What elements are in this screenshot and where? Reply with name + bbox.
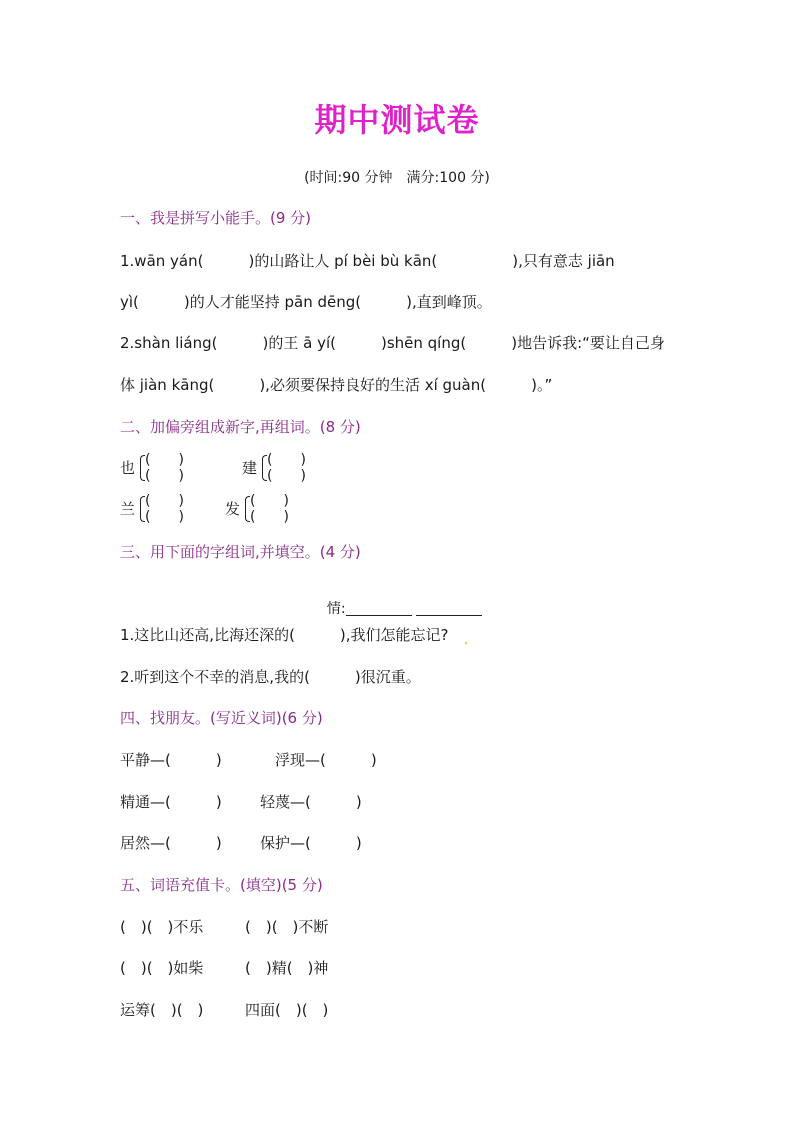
section-4-heading: 四、找朋友。(写近义词)(6 分) — [120, 709, 323, 727]
brace-icon — [242, 494, 248, 524]
answer-blank[interactable]: ( ) — [250, 509, 289, 525]
section-2-heading: 二、加偏旁组成新字,再组词。(8 分) — [120, 418, 361, 436]
answer-blank[interactable]: ( ) — [267, 452, 306, 468]
radical-group-fa — [225, 493, 289, 525]
section-1-heading: 一、我是拼写小能手。(9 分) — [120, 209, 312, 227]
s3-line-2: 2.听到这个不幸的消息,我的( )很沉重。 — [120, 668, 421, 686]
section-5-heading: 五、词语充值卡。(填空)(5 分) — [120, 876, 323, 894]
base-char: 建 — [242, 458, 258, 477]
mark-dot — [465, 642, 467, 644]
s1-line-2: yì( )的人才能坚持 pān dēng( ),直到峰顶。 — [120, 293, 492, 311]
answer-blank[interactable]: ( ) — [145, 468, 184, 484]
synonym-pair: 居然—( ) — [120, 834, 222, 852]
idiom-item: 四面( )( ) — [245, 1001, 329, 1019]
answer-blank[interactable]: ( ) — [145, 452, 184, 468]
word-prompt — [318, 587, 482, 616]
base-char: 也 — [120, 458, 136, 477]
brace-icon — [137, 453, 143, 483]
s1-line-4: 体 jiàn kāng( ),必须要保持良好的生活 xí guàn( )。” — [120, 376, 553, 394]
answer-blank[interactable]: ( ) — [250, 493, 289, 509]
synonym-pair: 浮现—( ) — [275, 751, 377, 769]
idiom-item: ( )( )不断 — [245, 918, 329, 936]
idiom-item: ( )精( )神 — [245, 959, 329, 977]
word-label: 情: — [326, 601, 346, 617]
radical-group-jian — [242, 452, 306, 484]
base-char: 发 — [225, 499, 241, 518]
radical-group-ye — [120, 452, 184, 484]
s1-line-1: 1.wān yán( )的山路让人 pí bèi bù kān( ),只有意志 jiān — [120, 252, 615, 270]
s3-line-1: 1.这比山还高,比海还深的( ),我们怎能忘记? — [120, 626, 449, 644]
answer-blank[interactable]: ( ) — [145, 493, 184, 509]
idiom-item: 运筹( )( ) — [120, 1001, 204, 1019]
idiom-item: ( )( )如柴 — [120, 959, 204, 977]
synonym-pair: 精通—( ) — [120, 793, 222, 811]
synonym-pair: 轻蔑—( ) — [260, 793, 362, 811]
word-blank-1[interactable] — [346, 601, 412, 616]
synonym-pair: 保护—( ) — [260, 834, 362, 852]
brace-icon — [259, 453, 265, 483]
answer-blank[interactable]: ( ) — [267, 468, 306, 484]
idiom-item: ( )( )不乐 — [120, 918, 204, 936]
section-3-heading: 三、用下面的字组词,并填空。(4 分) — [120, 543, 361, 561]
brace-icon — [137, 494, 143, 524]
answer-blank[interactable]: ( ) — [145, 509, 184, 525]
s1-line-3: 2.shàn liáng( )的王 ā yí( )shēn qíng( )地告诉我:“要让自己身 — [120, 334, 665, 352]
base-char: 兰 — [120, 499, 136, 518]
radical-group-lan — [120, 493, 184, 525]
exam-info: (时间:90 分钟 满分:100 分) — [304, 170, 490, 186]
synonym-pair: 平静—( ) — [120, 751, 222, 769]
word-blank-2[interactable] — [416, 601, 482, 616]
page-title: 期中测试卷 — [314, 101, 480, 139]
